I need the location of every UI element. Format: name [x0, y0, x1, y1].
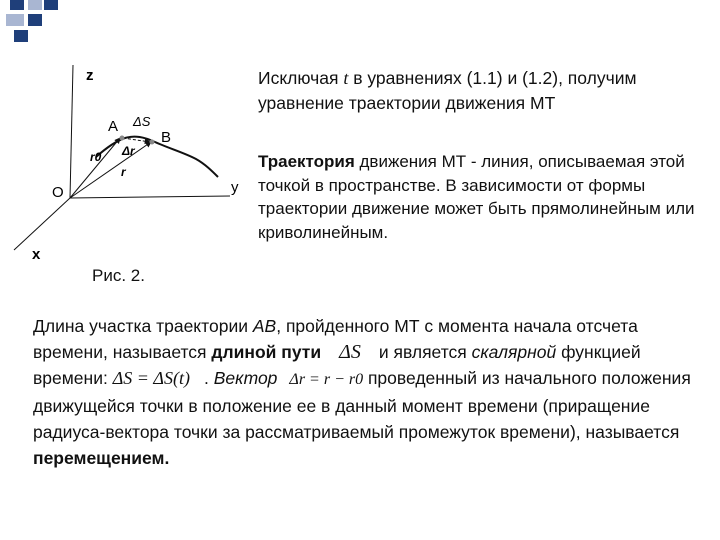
axis-label-y: y: [231, 179, 239, 196]
vector-r0: [70, 138, 120, 198]
point-b-label: B: [161, 129, 172, 146]
point-b: [150, 140, 155, 145]
term-trajectory: Траектория: [258, 152, 355, 171]
formula-delta-s: ΔS: [339, 341, 361, 363]
delta-s-label: ΔS: [133, 114, 151, 129]
r-label: r: [121, 165, 126, 179]
formula-displacement: Δr = r − r0: [289, 371, 364, 388]
origin-label: O: [52, 184, 64, 201]
z-axis: [70, 65, 73, 198]
r0-label: r0: [90, 150, 102, 164]
trajectory-definition: Траектория движения МТ - линия, описываемая этой точкой в пространстве. В зависимости от формы траектории движение может быть прямолинейным или криволинейным.: [258, 152, 695, 242]
intro-text: Исключая t в уравнениях (1.1) и (1.2), получим уравнение траектории движения МТ: [258, 68, 637, 113]
y-axis: [70, 196, 230, 198]
figure-caption: Рис. 2.: [92, 266, 145, 285]
delta-r-label: Δr: [122, 144, 135, 158]
term-vector: Вектор: [213, 368, 278, 388]
term-path-length: длиной пути: [211, 342, 322, 362]
vector-r: [70, 142, 151, 198]
trajectory-figure: [0, 55, 250, 275]
point-a-label: A: [108, 118, 119, 135]
x-axis: [14, 198, 70, 250]
variable-t: t: [343, 68, 349, 88]
corner-decoration: [0, 0, 60, 44]
axis-label-z: z: [86, 67, 94, 84]
trajectory-curve: [96, 137, 218, 177]
term-scalar: скалярной: [471, 342, 557, 362]
main-paragraph: Длина участка траектории AB, пройденного МТ с момента начала отсчета времени, называется длиной пути ΔS и является скалярной функцией времени: ΔS = ΔS(t) . Вектор Δr = r − r0 проведенный из начального положения движущейся точки в положение ее в данный момент времени (приращение радиуса-вектора точки за рассматриваемый промежуток времени), называется перемещением.: [33, 316, 691, 468]
formula-path-function: ΔS = ΔS(t): [112, 368, 190, 388]
point-a: [120, 136, 125, 141]
axis-label-x: x: [32, 246, 41, 263]
term-displacement: перемещением.: [33, 448, 170, 468]
